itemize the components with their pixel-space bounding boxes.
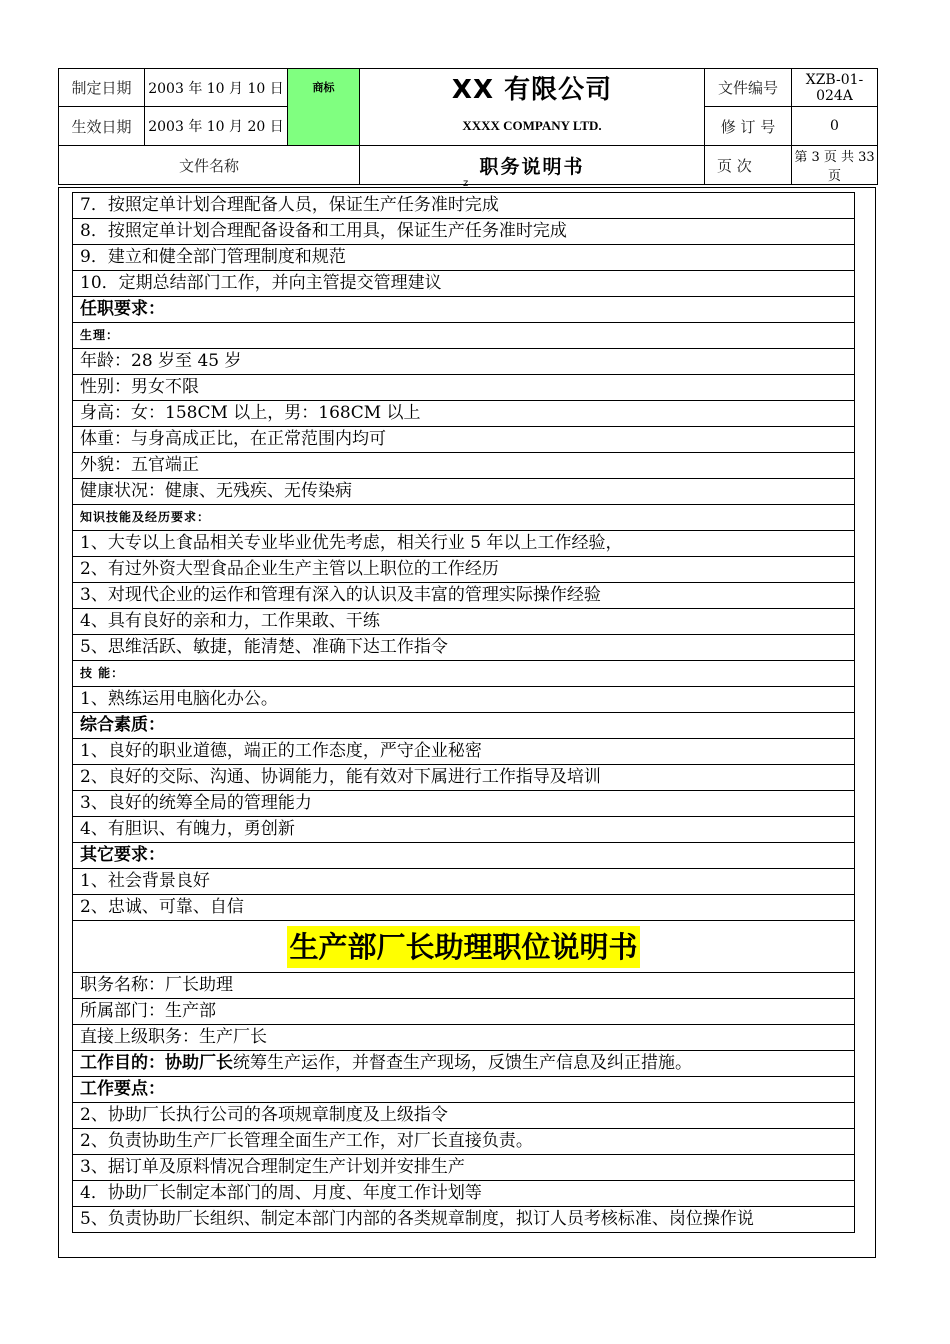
list-item: 综合素质： bbox=[72, 713, 855, 739]
company-name: XX 有限公司 bbox=[451, 75, 613, 106]
list-item: 年龄：28 岁至 45 岁 bbox=[72, 349, 855, 375]
position-info-list bbox=[72, 973, 855, 1051]
section-title: 生产部厂长助理职位说明书 bbox=[287, 926, 639, 968]
list-item: 9．建立和健全部门管理制度和规范 bbox=[72, 245, 855, 271]
list-item: 2、负责协助生产厂长管理全面生产工作，对厂长直接负责。 bbox=[72, 1129, 855, 1155]
date-made-value: 2003 年 10 月 10 日 bbox=[145, 69, 288, 107]
job-description-content bbox=[72, 192, 855, 1233]
list-item: 1、良好的职业道德，端正的工作态度，严守企业秘密 bbox=[72, 739, 855, 765]
list-item: 生理： bbox=[72, 323, 855, 349]
purpose-text: 统筹生产运作，并督查生产现场，反馈生产信息及纠正措施。 bbox=[233, 1053, 692, 1073]
company-name-en: XXXX COMPANY LTD. bbox=[462, 117, 602, 133]
list-item: 职务名称：厂长助理 bbox=[72, 973, 855, 999]
list-item: 知识技能及经历要求： bbox=[72, 505, 855, 531]
document-header-table bbox=[58, 68, 878, 185]
list-item: 3、据订单及原料情况合理制定生产计划并安排生产 bbox=[72, 1155, 855, 1181]
list-item: 技 能： bbox=[72, 661, 855, 687]
list-item: 任职要求： bbox=[72, 297, 855, 323]
list-item: 其它要求： bbox=[72, 843, 855, 869]
list-item: 10．定期总结部门工作，并向主管提交管理建议 bbox=[72, 271, 855, 297]
list-item: 4、具有良好的亲和力，工作果敢、干练 bbox=[72, 609, 855, 635]
doc-name-label: 文件名称 bbox=[59, 146, 360, 185]
date-made-label: 制定日期 bbox=[59, 69, 145, 107]
revision-label: 修 订 号 bbox=[705, 107, 792, 146]
list-item: 5、负责协助厂长组织、制定本部门内部的各类规章制度，拟订人员考核标准、岗位操作说 bbox=[72, 1207, 855, 1233]
list-item: 8．按照定单计划合理配备设备和工用具，保证生产任务准时完成 bbox=[72, 219, 855, 245]
requirements-list bbox=[72, 192, 855, 921]
list-item: 2、协助厂长执行公司的各项规章制度及上级指令 bbox=[72, 1103, 855, 1129]
company-name-en-cell bbox=[360, 107, 705, 146]
doc-no-label: 文件编号 bbox=[705, 69, 792, 107]
logo-box bbox=[288, 69, 360, 146]
list-item: 4、有胆识、有魄力，勇创新 bbox=[72, 817, 855, 843]
doc-no-value: XZB-01-024A bbox=[792, 69, 878, 107]
doc-name-value: 职务说明书 bbox=[479, 155, 585, 178]
doc-name-cell bbox=[360, 146, 705, 185]
header-marker: z bbox=[463, 178, 469, 189]
list-item: 2、忠诚、可靠、自信 bbox=[72, 895, 855, 921]
section-title-row bbox=[72, 921, 855, 973]
date-effective-label: 生效日期 bbox=[59, 107, 145, 146]
page-value: 第 3 页 共 33 页 bbox=[792, 146, 878, 185]
revision-value: 0 bbox=[792, 107, 878, 146]
list-item: 1、熟练运用电脑化办公。 bbox=[72, 687, 855, 713]
duties-list bbox=[72, 1077, 855, 1233]
list-item: 直接上级职务：生产厂长 bbox=[72, 1025, 855, 1051]
list-item: 所属部门：生产部 bbox=[72, 999, 855, 1025]
purpose-row bbox=[72, 1051, 855, 1077]
list-item: 工作要点： bbox=[72, 1077, 855, 1103]
list-item: 健康状况：健康、无残疾、无传染病 bbox=[72, 479, 855, 505]
list-item: 2、有过外资大型食品企业生产主管以上职位的工作经历 bbox=[72, 557, 855, 583]
list-item: 外貌：五官端正 bbox=[72, 453, 855, 479]
list-item: 3、对现代企业的运作和管理有深入的认识及丰富的管理实际操作经验 bbox=[72, 583, 855, 609]
list-item: 3、良好的统筹全局的管理能力 bbox=[72, 791, 855, 817]
list-item: 2、良好的交际、沟通、协调能力，能有效对下属进行工作指导及培训 bbox=[72, 765, 855, 791]
list-item: 1、大专以上食品相关专业毕业优先考虑，相关行业 5 年以上工作经验， bbox=[72, 531, 855, 557]
page-label: 页 次 bbox=[705, 146, 792, 185]
logo-label: 商标 bbox=[312, 81, 335, 94]
list-item: 性别：男女不限 bbox=[72, 375, 855, 401]
list-item: 体重：与身高成正比，在正常范围内均可 bbox=[72, 427, 855, 453]
list-item: 5、思维活跃、敏捷，能清楚、准确下达工作指令 bbox=[72, 635, 855, 661]
list-item: 4．协助厂长制定本部门的周、月度、年度工作计划等 bbox=[72, 1181, 855, 1207]
company-name-cell bbox=[360, 69, 705, 107]
list-item: 身高：女：158CM 以上，男：168CM 以上 bbox=[72, 401, 855, 427]
list-item: 1、社会背景良好 bbox=[72, 869, 855, 895]
purpose-label: 工作目的：协助厂长 bbox=[80, 1053, 233, 1073]
list-item: 7．按照定单计划合理配备人员，保证生产任务准时完成 bbox=[72, 192, 855, 219]
date-effective-value: 2003 年 10 月 20 日 bbox=[145, 107, 288, 146]
